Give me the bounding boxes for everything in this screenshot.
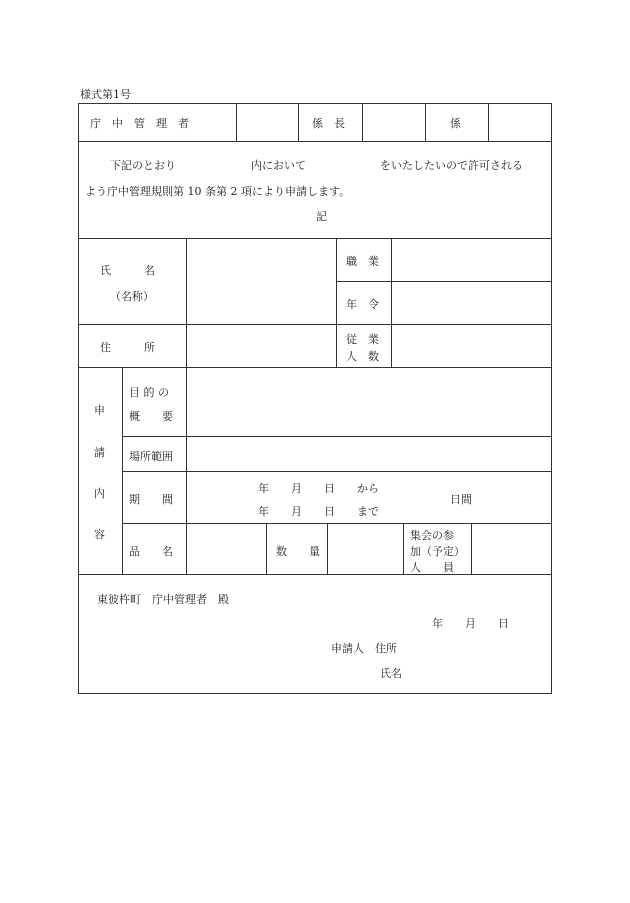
intro-blank-place[interactable] [185, 154, 247, 170]
occupation-field[interactable] [392, 239, 550, 280]
goods-field[interactable] [187, 524, 265, 573]
address-field[interactable] [187, 325, 335, 366]
applicant-name-label: 氏名 [380, 667, 402, 680]
intro-line2: よう庁中管理規則第 10 条第 2 項により申請します。 [85, 185, 351, 198]
form-number: 様式第1号 [80, 88, 131, 101]
place-label: 場所範囲 [129, 450, 173, 463]
name-label: 氏 名 [100, 264, 155, 277]
applicant-name-field[interactable] [410, 661, 540, 679]
employees-label-1: 従 業 [346, 333, 379, 346]
intro-blank-activity[interactable] [314, 154, 376, 170]
request-side-char-2: 請 [94, 446, 105, 459]
age-label: 年 令 [346, 298, 379, 311]
period-field[interactable] [187, 472, 550, 522]
occupation-label: 職 業 [346, 255, 379, 268]
age-field[interactable] [392, 282, 550, 323]
approver-seal-box[interactable] [237, 104, 297, 140]
period-from: 年 月 日 から [258, 482, 379, 495]
intro-line1-b: 内において [251, 159, 306, 172]
addressee: 東彼杵町 庁中管理者 殿 [97, 593, 229, 606]
intro-line1-a: 下記のとおり [110, 159, 176, 172]
days-label: 日間 [450, 493, 472, 506]
chief-seal-box[interactable] [363, 104, 424, 140]
name-field[interactable] [187, 239, 335, 323]
period-label: 期 間 [129, 493, 173, 506]
participants-label-2: 加（予定） [410, 545, 465, 558]
request-side-char-3: 内 [94, 487, 105, 500]
participants-label-3: 人 員 [410, 561, 454, 574]
quantity-field[interactable] [328, 524, 402, 573]
approver-label: 庁 中 管 理 者 [90, 117, 189, 130]
applicant-address-field[interactable] [410, 636, 540, 654]
name-sub-label: （名称） [110, 290, 154, 303]
request-side-char-1: 申 [94, 404, 105, 417]
quantity-label: 数 量 [276, 545, 320, 558]
period-to: 年 月 日 まで [258, 505, 379, 518]
purpose-field[interactable] [187, 368, 550, 435]
purpose-label-2: 概 要 [129, 410, 173, 423]
place-field[interactable] [187, 437, 550, 470]
staff-label: 係 [450, 117, 461, 130]
intro-line1-c: をいたしたいので許可される [380, 159, 523, 172]
participants-field[interactable] [472, 524, 550, 573]
employees-label-2: 人 数 [346, 350, 379, 363]
goods-label: 品 名 [129, 545, 173, 558]
applicant-address-label: 申請人 住所 [331, 642, 397, 655]
staff-seal-box[interactable] [489, 104, 550, 140]
address-label: 住 所 [100, 341, 155, 354]
employees-field[interactable] [392, 325, 550, 366]
intro-ki: 記 [316, 210, 327, 223]
purpose-label-1: 目 的 の [129, 386, 169, 399]
request-side-char-4: 容 [94, 528, 105, 541]
participants-label-1: 集会の参 [410, 529, 454, 542]
chief-label: 係 長 [312, 117, 345, 130]
application-date: 年 月 日 [432, 617, 509, 630]
